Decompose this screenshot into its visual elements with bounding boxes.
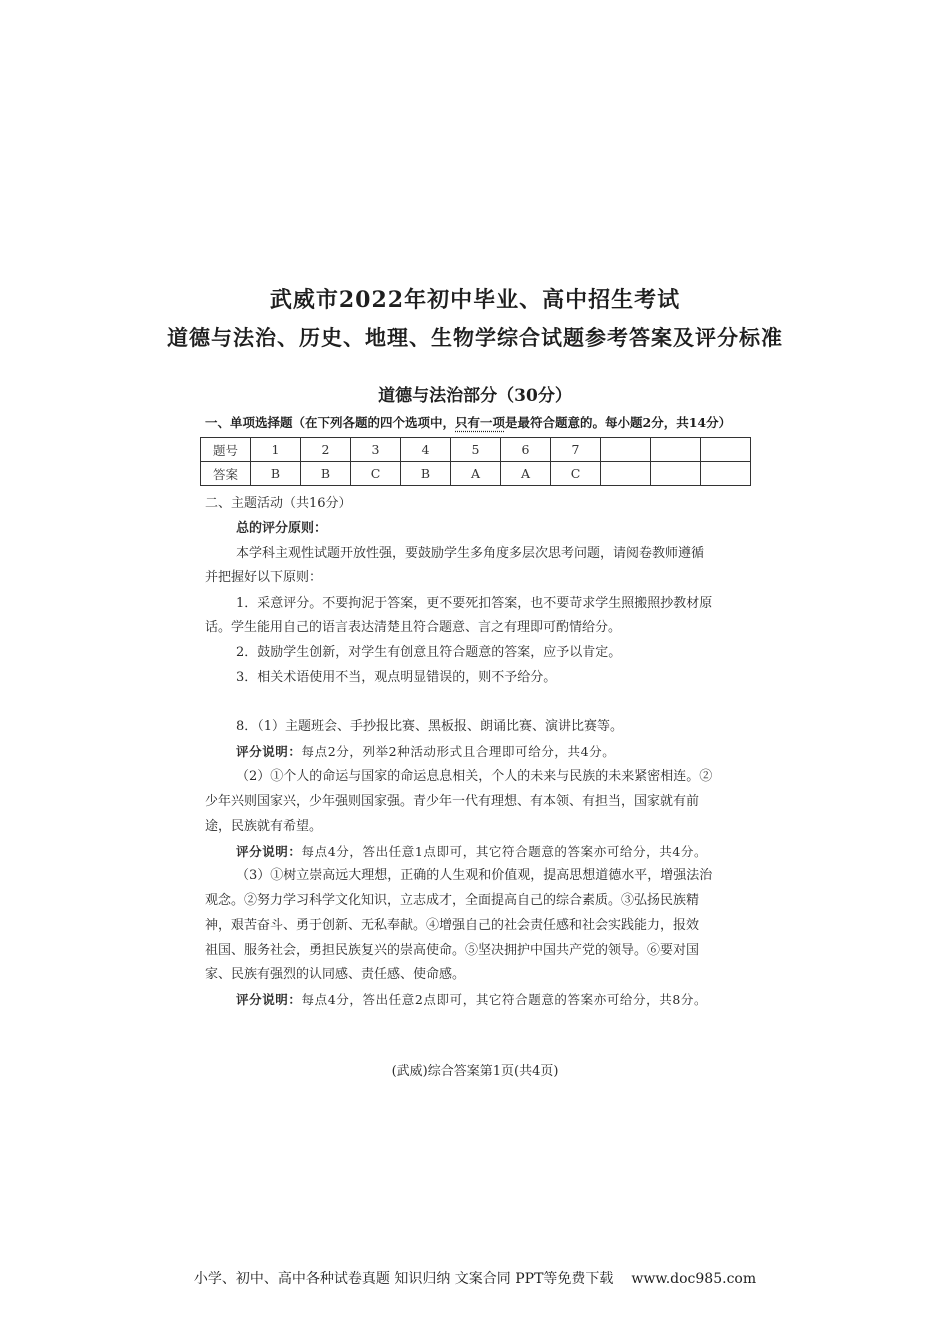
answer-cell: B xyxy=(301,462,351,486)
answer-cell: B xyxy=(401,462,451,486)
question-number-cell: 4 xyxy=(401,438,451,462)
part1-heading-suffix: 是最符合题意的。每小题2分，共14分） xyxy=(505,415,732,430)
scoring-note-text: 每点4分，答出任意2点即可，其它符合题意的答案亦可给分，共8分。 xyxy=(301,992,708,1007)
answer-cell xyxy=(601,462,651,486)
part2-heading: 二、主题活动（共16分） xyxy=(205,496,352,511)
answer-cell: C xyxy=(351,462,401,486)
scoring-note-label: 评分说明： xyxy=(236,992,302,1007)
answer-cell: A xyxy=(501,462,551,486)
q8-part3-line: 神，艰苦奋斗、勇于创新、无私奉献。④增强自己的社会责任感和社会实践能力，报效 xyxy=(205,918,700,933)
answer-cell xyxy=(701,462,751,486)
q8-part3-line: 祖国、服务社会，勇担民族复兴的崇高使命。⑤坚决拥护中国共产党的领导。⑥要对国 xyxy=(205,943,700,958)
q8-part3-line: 观念。②努力学习科学文化知识，立志成才，全面提高自己的综合素质。③弘扬民族精 xyxy=(205,893,700,908)
scoring-note xyxy=(236,840,707,864)
section-title: 道德与法治部分（30分） xyxy=(378,386,572,406)
answer-key-title: 道德与法治、历史、地理、生物学综合试题参考答案及评分标准 xyxy=(167,325,783,350)
q8-part1: 8．（1）主题班会、手抄报比赛、黑板报、朗诵比赛、演讲比赛等。 xyxy=(236,719,624,734)
question-number-cell xyxy=(651,438,701,462)
question-number-row xyxy=(201,438,751,462)
rule-line: 话。学生能用自己的语言表达清楚且符合题意、言之有理即可酌情给分。 xyxy=(205,620,622,635)
q8-part2-line: 途，民族就有希望。 xyxy=(205,819,323,834)
answer-row xyxy=(201,462,751,486)
part1-heading-emphasis: 只有一项 xyxy=(455,415,506,430)
q8-part2-line: 少年兴则国家兴，少年强则国家强。青少年一代有理想、有本领、有担当，国家就有前 xyxy=(205,794,700,809)
question-number-cell: 6 xyxy=(501,438,551,462)
question-number-cell: 1 xyxy=(251,438,301,462)
answer-cell: B xyxy=(251,462,301,486)
answer-cell: C xyxy=(551,462,601,486)
intro-line: 并把握好以下原则： xyxy=(205,570,323,585)
question-number-cell: 7 xyxy=(551,438,601,462)
rule-line: 2．鼓励学生创新，对学生有创意且符合题意的答案，应予以肯定。 xyxy=(236,645,622,660)
scoring-note-label: 评分说明： xyxy=(236,844,302,859)
question-number-cell: 3 xyxy=(351,438,401,462)
part1-heading xyxy=(205,413,731,431)
q8-part3-line: 家、民族有强烈的认同感、责任感、使命感。 xyxy=(205,967,466,982)
question-number-cell: 2 xyxy=(301,438,351,462)
scoring-note-label: 评分说明： xyxy=(236,744,302,759)
q8-part2-line: （2）①个人的命运与国家的命运息息相关，个人的未来与民族的未来紧密相连。② xyxy=(236,769,713,784)
page-footer: (武威)综合答案第1页(共4页) xyxy=(391,1064,559,1079)
answer-cell xyxy=(651,462,701,486)
row-label: 答案 xyxy=(201,462,251,486)
q8-part3-line: （3）①树立崇高远大理想，正确的人生观和价值观，提高思想道德水平，增强法治 xyxy=(236,868,713,883)
rule-line: 1．采意评分。不要拘泥于答案，更不要死扣答案，也不要苛求学生照搬照抄教材原 xyxy=(236,596,713,611)
exam-title: 武威市2022年初中毕业、高中招生考试 xyxy=(269,287,681,313)
part1-heading-prefix: 一、单项选择题（在下列各题的四个选项中， xyxy=(205,415,456,430)
watermark-text: 小学、初中、高中各种试卷真题 知识归纳 文案合同 PPT等免费下载 xyxy=(193,1271,614,1287)
rule-line: 3．相关术语使用不当，观点明显错误的，则不予给分。 xyxy=(236,670,557,685)
scoring-note-text: 每点2分，列举2种活动形式且合理即可给分，共4分。 xyxy=(301,744,616,759)
answer-table xyxy=(200,437,751,486)
question-number-cell xyxy=(601,438,651,462)
question-number-cell: 5 xyxy=(451,438,501,462)
answer-cell: A xyxy=(451,462,501,486)
scoring-note xyxy=(236,740,615,764)
scoring-note xyxy=(236,988,707,1012)
watermark-url[interactable]: www.doc985.com xyxy=(631,1271,757,1287)
intro-line: 本学科主观性试题开放性强，要鼓励学生多角度多层次思考问题，请阅卷教师遵循 xyxy=(236,546,705,561)
question-number-cell xyxy=(701,438,751,462)
scoring-note-text: 每点4分，答出任意1点即可，其它符合题意的答案亦可给分，共4分。 xyxy=(301,844,708,859)
principle-title: 总的评分原则： xyxy=(236,521,328,536)
site-watermark xyxy=(0,1268,950,1288)
row-label: 题号 xyxy=(201,438,251,462)
